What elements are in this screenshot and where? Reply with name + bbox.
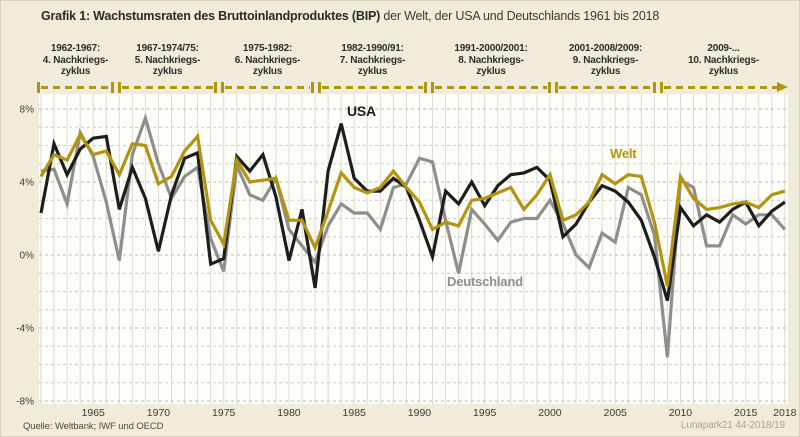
cycle-period: 1991-2000/2001: — [454, 43, 528, 54]
cycle-period: 2009-... — [707, 43, 740, 54]
chart-title-bold: Grafik 1: Wachstumsraten des Bruttoinlandproduktes (BIP) — [41, 9, 381, 23]
cycle-name2: zyklus — [152, 66, 183, 77]
welt-series-label: Welt — [610, 146, 637, 161]
cycle-period: 1982-1990/91: — [341, 43, 404, 54]
cycle-name2: zyklus — [60, 66, 91, 77]
y-axis-tick-label: 0% — [19, 250, 34, 262]
x-axis-tick-label: 2000 — [538, 407, 562, 419]
cycle-name: 4. Nachkriegs- — [42, 54, 109, 66]
x-axis-tick-label: 1965 — [81, 407, 105, 419]
x-axis-tick-label: 1975 — [212, 407, 236, 419]
x-axis-tick-label: 2005 — [603, 407, 627, 419]
cycle-period: 1967-1974/75: — [136, 43, 199, 54]
x-axis-tick-label: 2015 — [734, 407, 758, 419]
x-axis-tick-label: 1990 — [407, 407, 432, 419]
x-axis-tick-label: 2010 — [668, 407, 693, 419]
credit-note: Lunapark21 44-2018/19 — [680, 420, 785, 431]
chart-plot-area — [1, 1, 800, 437]
x-axis-tick-label: 1970 — [146, 407, 171, 419]
cycle-name: 9. Nachkriegs- — [572, 54, 639, 66]
deutschland-series-label: Deutschland — [447, 274, 523, 289]
source-note: Quelle: Weltbank; IWF und OECD — [23, 421, 164, 432]
y-axis-tick-label: -8% — [16, 396, 34, 408]
cycle-name: 8. Nachkriegs- — [458, 54, 524, 66]
chart-title-subtitle: der Welt, der USA und Deutschlands 1961 bis 2018 — [380, 9, 660, 23]
y-axis-tick-label: -4% — [16, 323, 34, 335]
cycle-name2: zyklus — [708, 66, 739, 77]
x-axis-tick-label: 1985 — [342, 407, 366, 419]
cycle-period: 1962-1967: — [50, 43, 101, 54]
cycle-name2: zyklus — [476, 66, 506, 77]
y-axis-tick-label: 8% — [19, 104, 34, 116]
usa-series-label: USA — [347, 103, 376, 119]
cycle-name2: zyklus — [252, 66, 283, 77]
cycle-name: 5. Nachkriegs- — [134, 54, 201, 66]
x-axis-tick-label: 1980 — [277, 407, 301, 419]
y-axis-tick-label: 4% — [19, 177, 34, 189]
cycle-name: 7. Nachkriegs- — [339, 54, 406, 66]
cycle-name: 6. Nachkriegs- — [234, 54, 301, 66]
line-chart-svg — [1, 1, 800, 437]
cycle-name: 10. Nachkriegs- — [688, 54, 759, 66]
cycle-period: 1975-1982: — [242, 43, 293, 54]
x-axis-tick-label: 1995 — [473, 407, 497, 419]
cycle-period: 2001-2008/2009: — [568, 43, 643, 54]
cycle-name2: zyklus — [590, 66, 621, 77]
cycle-name2: zyklus — [357, 66, 388, 77]
x-axis-tick-label: 2018 — [773, 407, 797, 419]
